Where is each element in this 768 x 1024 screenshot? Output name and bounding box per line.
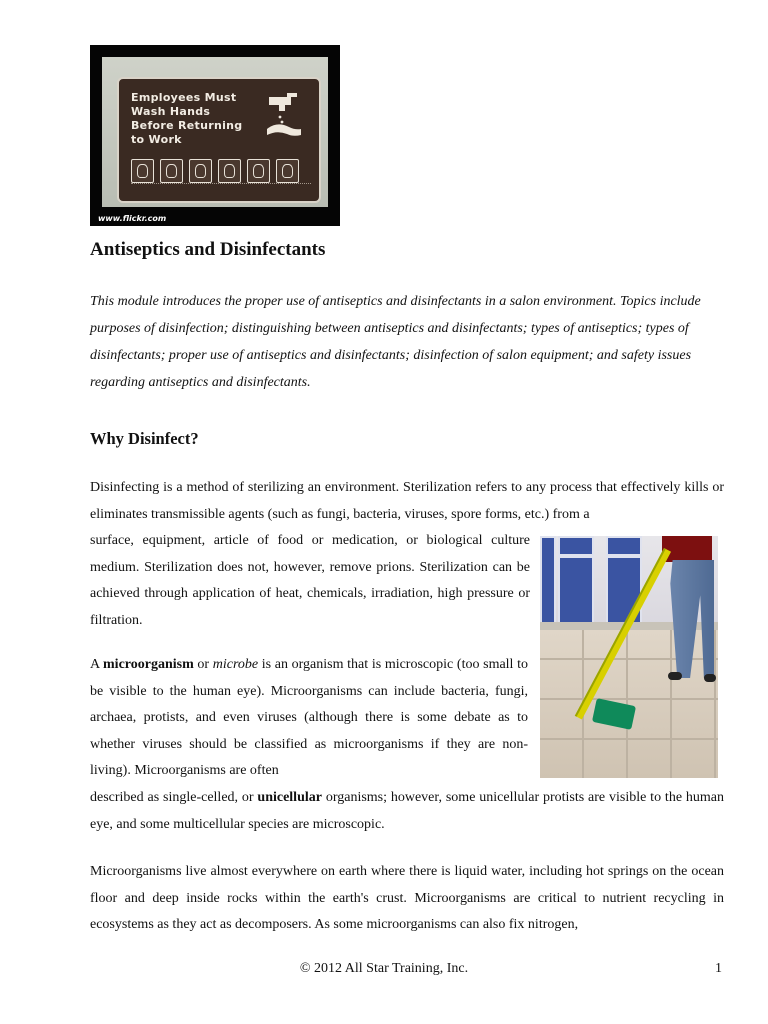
text-run: or [193,657,213,672]
photo-credit: www.flickr.com [98,214,167,223]
shoe [704,674,716,682]
footer-copyright: © 2012 All Star Training, Inc. [299,961,469,976]
handwashing-steps [131,159,299,183]
step-captions [131,183,311,190]
handwashing-sign-photo [90,45,340,226]
mopping-floor-photo [540,536,718,778]
cabinet [558,556,594,624]
module-intro: This module introduces the proper use of antiseptics and disinfectants in a salon environment. Topics include purposes of disinfection; distinguishing between antiseptics and disinfectants; types of antiseptics; types of disinfectants; proper use of antiseptics and disinfectants; disinfection of salon equipment; and safety issues regarding antiseptics and disinfectants. [90,294,701,390]
text-run: described as single-celled, or [90,790,258,805]
person-shirt [662,536,712,562]
term-unicellular: unicellular [257,790,322,805]
term-microbe: microbe [212,657,259,672]
step-dry-icon [247,159,270,183]
step-wet-icon [131,159,154,183]
paragraph-disinfecting-wrap: surface, equipment, article of food or medication, or biological culture medium. Sterilization does not, however, remove prions. Sterilization can be achieved through application of heat, chemicals, irradiation, high pressure or filtration. [90,533,530,628]
text-run: organisms; however, some unicellular protists are visible to the human eye, and some multicellular species are microscopic. [90,790,724,832]
term-microorganism: microorganism [103,657,194,672]
document-title: Antiseptics and Disinfectants [90,239,326,260]
page-number: 1 [715,961,722,976]
text-run: A [90,657,104,672]
paragraph-disinfecting-full: Disinfecting is a method of sterilizing an environment. Sterilization refers to any process that effectively kills or eliminates transmissible agents (such as fungi, bacteria, viruses, spore forms, etc.) from a [90,480,724,522]
paragraph-microorganisms-live: Microorganisms live almost everywhere on earth where there is liquid water, including hot springs on the ocean floor and deep inside rocks within the earth's crust. Microorganisms are critical to nutrient recycling in ecosystems as they act as decomposers. As some microorganisms can also fix nitrogen, [90,864,724,933]
shoe [668,672,682,680]
step-turn-off-water-icon [276,159,299,183]
faucet-icon [259,89,309,141]
cabinet [540,536,556,624]
step-soap-icon [160,159,183,183]
paragraph-microorganism-wrap [90,652,528,785]
paragraph-microorganism-full [90,785,724,838]
sign-text: Employees Must Wash Hands Before Returning to Work [131,91,243,146]
section-heading: Why Disinfect? [90,429,199,448]
handwashing-sign [117,77,321,203]
step-rinse-icon [218,159,241,183]
step-wash-icon [189,159,212,183]
cabinet [558,536,594,556]
cabinet [606,536,642,556]
text-run: is an organism that is microscopic (too small to be visible to the human eye). Microorganisms can include bacteria, fungi, archaea, protists, and even viruses (although there is some debate as to whether viruses should be classified as microorganisms if they are non-living). Microorganisms are often [90,657,529,779]
